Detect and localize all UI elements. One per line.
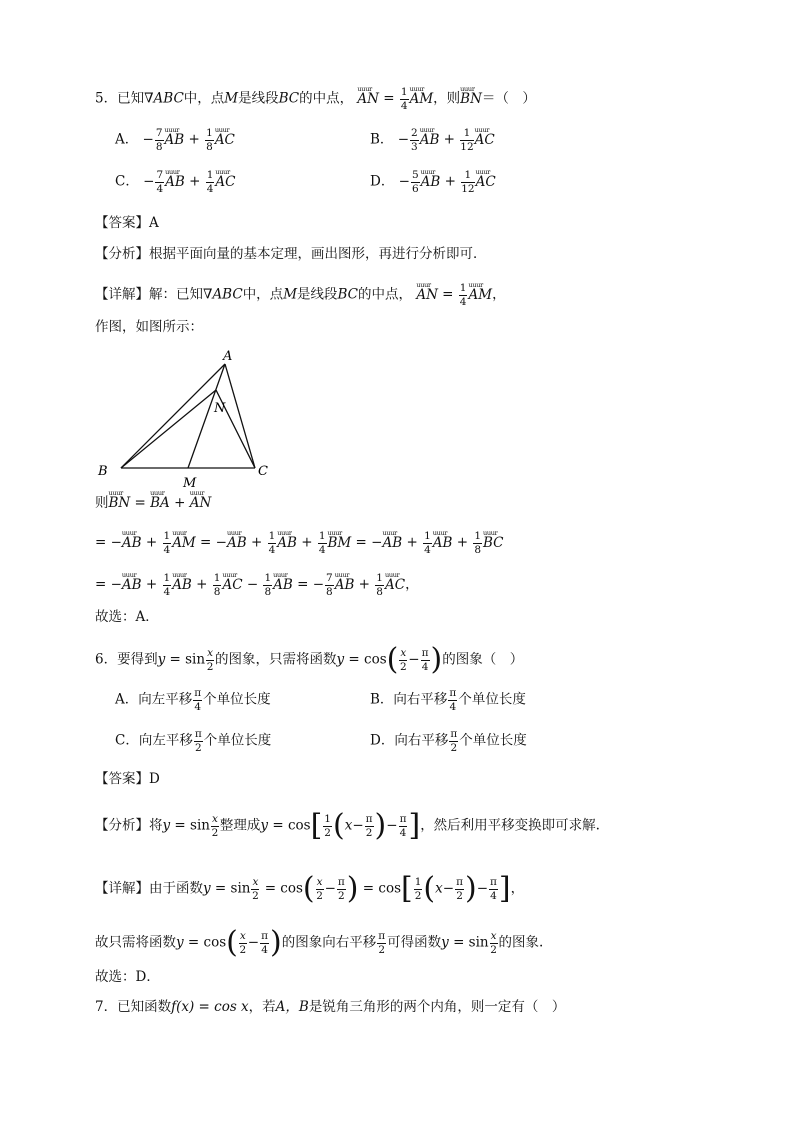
q6-choose: 故选：D． <box>95 969 160 985</box>
label-c: C <box>258 464 268 479</box>
q5-step-3: = −uuur AB + $\frac{1}{4}$ uuur AB + $\frac{1}{8}$ uuur AC − $\frac{1}{8}$ uuur AB = − $\frac{7}{8}$ uuur AB + $\frac{1}{8}$ uuur AC， <box>95 573 419 597</box>
label-a: A <box>223 349 233 364</box>
q6-option-d[interactable]: D．向右平移 $\frac{\pi}{2}$ 个单位长度 <box>370 728 527 754</box>
q7-stem: 7．已知函数f(x) = cos x，若A，B是锐角三角形的两个内角，则一定有（ ） <box>95 999 566 1015</box>
q6-detail: 【详解】由于函数y = sin $\frac{x}{2}$ = cos( $\frac{x}{2}$ − $\frac{\pi}{2}$ ) = cos[ $\frac{1}{2}$ (x− $\frac{\pi}{2}$ )− $\frac{\pi}{4}$ ]， <box>95 871 525 906</box>
q5-option-a[interactable]: A． − $\frac{7}{8}$ uuur AB + $\frac{1}{8}$ uuur AC <box>115 128 235 152</box>
label-m: M <box>183 476 197 491</box>
q5-option-d[interactable]: D． − $\frac{5}{6}$ uuur AB + $\frac{1}{12}$ uuur AC <box>370 170 496 194</box>
label-b: B <box>98 464 108 479</box>
label-n: N <box>214 401 226 416</box>
q6-option-a[interactable]: A．向左平移 $\frac{\pi}{4}$ 个单位长度 <box>115 687 271 713</box>
triangle-figure <box>92 345 282 493</box>
median-am <box>188 364 225 468</box>
q5-step-2: = −uuur AB + $\frac{1}{4}$ uuur AM = −uuur AB + $\frac{1}{4}$ uuur AB + $\frac{1}{4}$ uuur BM = −uuur AB + $\frac{1}{4}$ uuur AB + $\frac{1}{8}$ uuur BC <box>95 531 504 555</box>
q6-analysis: 【分析】将y = sin $\frac{x}{2}$ 整理成y = cos[ $\frac{1}{2}$ (x− $\frac{\pi}{2}$ )− $\frac{\pi}{4}$ ]，然后利用平移变换即可求解. <box>95 808 600 843</box>
q5-stem: 5．已知∇ABC中，点M是线段BC的中点， uuur AN = $\frac{1}{4}$ uuur AM，则uuur BN＝（ ） <box>95 87 536 111</box>
q5-step-1: 则uuur BN = uuur BA + uuur AN <box>95 497 211 511</box>
q6-answer: 【答案】D <box>95 771 160 787</box>
q5-answer: 【答案】A <box>95 215 159 231</box>
q6-option-b[interactable]: B．向右平移 $\frac{\pi}{4}$ 个单位长度 <box>370 687 526 713</box>
q5-draw-text: 作图，如图所示： <box>95 319 203 335</box>
q5-option-c[interactable]: C． − $\frac{7}{4}$ uuur AB + $\frac{1}{4}$ uuur AC <box>115 170 236 194</box>
q5-detail: 【详解】解：已知∇ABC中，点M是线段BC的中点， uuur AN = $\frac{1}{4}$ uuur AM， <box>95 283 506 307</box>
q5-option-b[interactable]: B． − $\frac{2}{3}$ uuur AB + $\frac{1}{12}$ uuur AC <box>370 128 495 152</box>
q6-detail-line2: 故只需将函数y = cos( $\frac{x}{2}$ − $\frac{\pi}{4}$ )的图象向右平移 $\frac{\pi}{2}$ 可得函数y = sin $\frac{x}{2}$ 的图象. <box>95 925 544 960</box>
edge-ba <box>121 364 225 468</box>
q6-option-c[interactable]: C．向左平移 $\frac{\pi}{2}$ 个单位长度 <box>115 728 272 754</box>
q5-analysis: 【分析】根据平面向量的基本定理，画出图形，再进行分析即可． <box>95 246 487 262</box>
q5-choose: 故选：A． <box>95 609 159 625</box>
q6-stem: 6．要得到y = sin $\frac{x}{2}$ 的图象，只需将函数y = cos( $\frac{x}{2}$ − $\frac{\pi}{4}$ )的图象（ ） <box>95 642 524 677</box>
